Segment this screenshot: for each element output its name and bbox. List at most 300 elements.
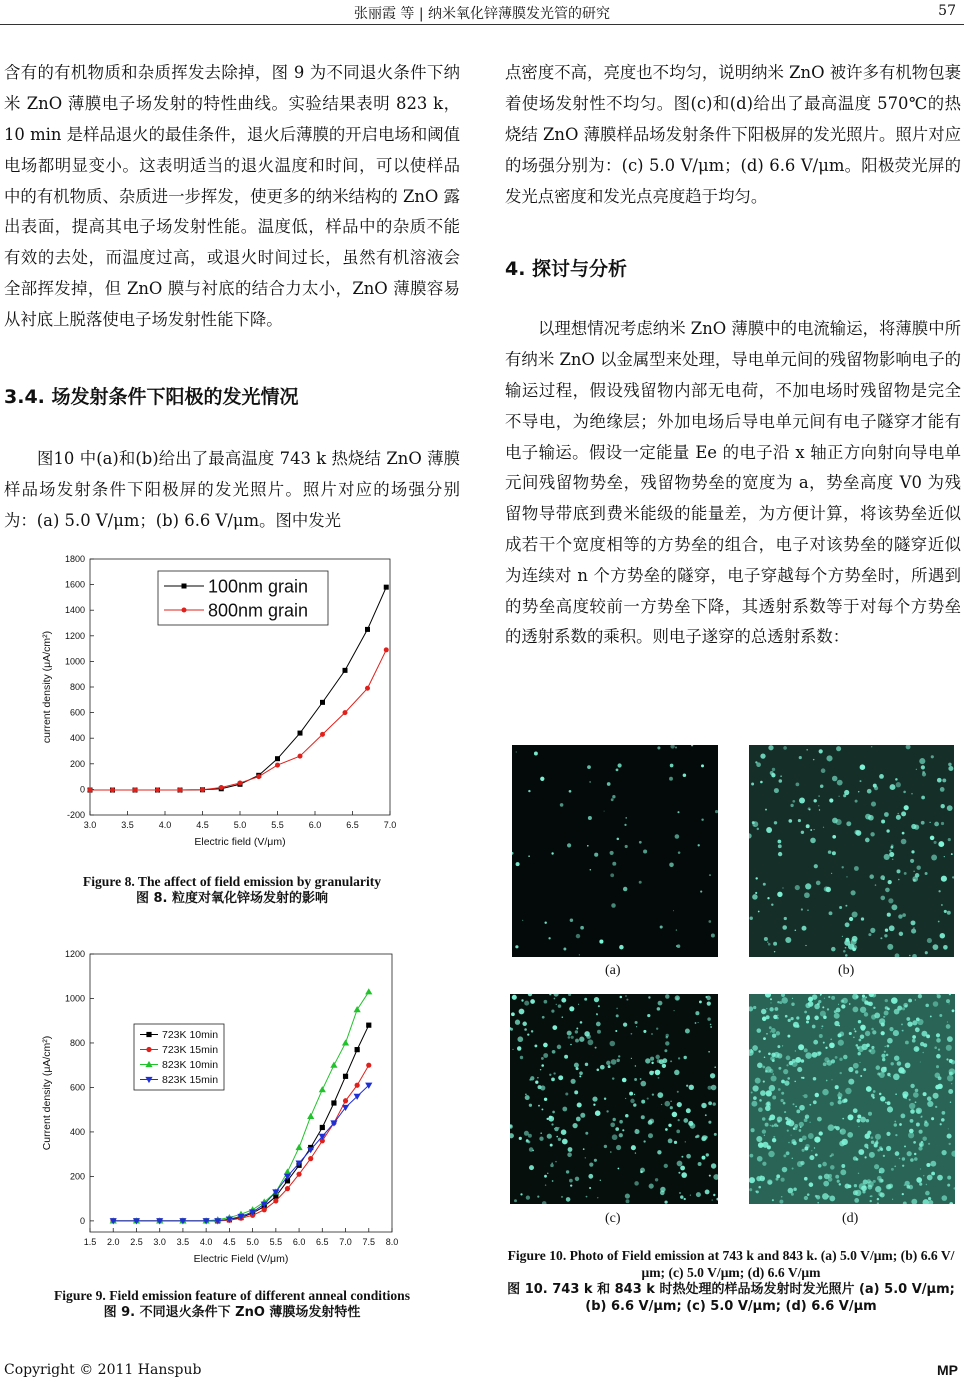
glow-dot xyxy=(714,1066,716,1068)
glow-dot xyxy=(713,1194,715,1196)
glow-dot xyxy=(648,996,650,998)
glow-dot xyxy=(898,879,900,881)
data-point xyxy=(343,668,348,673)
glow-dot xyxy=(753,1085,759,1091)
glow-dot xyxy=(677,1091,679,1093)
glow-dot xyxy=(881,819,885,823)
glow-dot xyxy=(915,999,916,1000)
glow-dot xyxy=(543,1043,548,1048)
glow-dot xyxy=(647,1014,650,1017)
glow-dot xyxy=(938,1076,942,1080)
glow-dot xyxy=(818,1164,822,1168)
glow-dot xyxy=(665,1128,668,1131)
glow-dot xyxy=(617,838,620,841)
glow-dot xyxy=(870,928,875,933)
glow-dot xyxy=(911,920,916,925)
glow-dot xyxy=(879,1171,881,1173)
glow-dot xyxy=(861,1027,865,1031)
glow-dot xyxy=(862,997,866,1001)
glow-dot xyxy=(946,1058,948,1060)
photo-haze xyxy=(510,994,718,1204)
journal-code: MP xyxy=(937,1362,958,1378)
glow-dot xyxy=(876,1065,881,1070)
legend-marker xyxy=(182,584,187,589)
glow-dot xyxy=(791,1002,794,1005)
glow-dot xyxy=(562,1139,568,1145)
glow-dot xyxy=(788,1188,794,1194)
glow-dot xyxy=(941,1150,946,1155)
glow-dot xyxy=(860,1117,866,1123)
glow-dot xyxy=(887,1038,893,1044)
glow-dot xyxy=(889,1027,893,1031)
glow-dot xyxy=(885,888,890,893)
glow-dot xyxy=(893,1030,899,1036)
glow-dot xyxy=(795,929,797,931)
glow-dot xyxy=(780,1099,783,1102)
glow-dot xyxy=(828,1174,832,1178)
glow-dot xyxy=(751,1050,754,1053)
glow-dot xyxy=(778,844,782,848)
glow-dot xyxy=(519,1009,525,1015)
glow-dot xyxy=(681,1172,687,1178)
glow-dot xyxy=(883,1016,885,1018)
glow-dot xyxy=(610,1151,612,1153)
glow-dot xyxy=(883,1155,885,1157)
glow-dot xyxy=(792,998,793,999)
glow-dot xyxy=(556,1004,557,1005)
glow-dot xyxy=(701,764,704,767)
glow-dot xyxy=(822,1006,824,1008)
glow-dot xyxy=(576,1067,579,1070)
glow-dot xyxy=(871,1028,874,1031)
glow-dot xyxy=(539,1137,543,1141)
glow-dot xyxy=(772,1199,774,1201)
glow-dot xyxy=(783,1154,786,1157)
glow-dot xyxy=(903,1094,907,1098)
glow-dot xyxy=(943,945,948,950)
glow-dot xyxy=(526,1195,530,1199)
glow-dot xyxy=(612,1134,618,1140)
glow-dot xyxy=(664,1200,667,1203)
glow-dot xyxy=(584,998,587,1001)
data-point xyxy=(298,754,303,759)
glow-dot xyxy=(861,917,864,920)
glow-dot xyxy=(766,1008,767,1009)
glow-dot xyxy=(885,999,888,1002)
glow-dot xyxy=(683,774,687,778)
glow-dot xyxy=(910,1109,915,1114)
glow-dot xyxy=(766,1033,768,1035)
glow-dot xyxy=(769,1026,772,1029)
glow-dot xyxy=(558,1004,562,1008)
glow-dot xyxy=(606,1061,610,1065)
glow-dot xyxy=(796,1016,799,1019)
glow-dot xyxy=(569,1179,573,1183)
glow-dot xyxy=(917,1019,923,1025)
glow-dot xyxy=(631,1033,633,1035)
glow-dot xyxy=(522,920,523,921)
glow-dot xyxy=(751,1049,752,1050)
glow-dot xyxy=(528,790,530,792)
glow-dot xyxy=(569,790,572,793)
glow-dot xyxy=(852,936,858,942)
glow-dot xyxy=(673,1010,674,1011)
glow-dot xyxy=(772,1033,776,1037)
glow-dot xyxy=(636,1129,637,1130)
glow-dot xyxy=(640,1078,642,1080)
x-tick-label: 5.0 xyxy=(246,1237,259,1247)
glow-dot xyxy=(948,766,953,771)
glow-dot xyxy=(885,1006,888,1009)
glow-dot xyxy=(919,1183,922,1186)
glow-dot xyxy=(867,1002,871,1006)
data-point xyxy=(342,1039,349,1045)
glow-dot xyxy=(814,1136,820,1142)
x-tick-label: 6.0 xyxy=(308,820,322,830)
glow-dot xyxy=(570,1184,572,1186)
glow-dot xyxy=(921,1031,927,1037)
glow-dot xyxy=(845,922,850,927)
glow-dot xyxy=(930,1161,936,1167)
data-point xyxy=(262,1207,267,1212)
glow-dot xyxy=(898,914,902,918)
glow-dot xyxy=(900,1113,905,1118)
glow-dot xyxy=(616,769,619,772)
glow-dot xyxy=(926,1163,930,1167)
glow-dot xyxy=(569,1006,574,1011)
glow-dot xyxy=(655,1055,659,1059)
glow-dot xyxy=(657,1007,661,1011)
glow-dot xyxy=(772,1096,776,1100)
glow-dot xyxy=(923,1175,924,1176)
glow-dot xyxy=(551,1123,553,1125)
glow-dot xyxy=(596,1013,598,1015)
glow-dot xyxy=(662,1064,666,1068)
glow-dot xyxy=(884,854,890,860)
glow-dot xyxy=(829,1195,835,1201)
glow-dot xyxy=(635,1065,636,1066)
glow-dot xyxy=(951,853,953,855)
glow-dot xyxy=(860,764,866,770)
glow-dot xyxy=(700,891,702,893)
glow-dot xyxy=(882,1058,885,1061)
data-point xyxy=(256,774,261,779)
glow-dot xyxy=(813,759,814,760)
glow-dot xyxy=(806,749,808,751)
glow-dot xyxy=(911,793,913,795)
glow-dot xyxy=(651,1033,652,1034)
glow-dot xyxy=(779,779,783,783)
glow-dot xyxy=(656,1028,658,1030)
glow-dot xyxy=(556,1136,558,1138)
glow-dot xyxy=(935,1106,937,1108)
glow-dot xyxy=(578,1004,579,1005)
glow-dot xyxy=(763,1081,765,1083)
glow-dot xyxy=(873,1090,876,1093)
legend-label: 723K 10min xyxy=(162,1029,219,1042)
glow-dot xyxy=(927,1096,932,1101)
glow-dot xyxy=(799,1138,803,1142)
glow-dot xyxy=(901,1023,903,1025)
glow-dot xyxy=(705,1189,710,1194)
glow-dot xyxy=(529,1104,532,1107)
data-point xyxy=(331,1100,336,1105)
glow-dot xyxy=(575,1030,578,1033)
glow-dot xyxy=(931,1117,934,1120)
glow-dot xyxy=(678,851,681,854)
glow-dot xyxy=(902,913,906,917)
glow-dot xyxy=(936,1033,940,1037)
glow-dot xyxy=(661,1104,662,1105)
glow-dot xyxy=(797,1067,802,1072)
glow-dot xyxy=(854,866,859,871)
glow-dot xyxy=(891,904,897,910)
glow-dot xyxy=(858,1149,864,1155)
glow-dot xyxy=(596,1022,601,1027)
glow-dot xyxy=(898,813,899,814)
glow-dot xyxy=(765,809,767,811)
photo-a-image xyxy=(512,745,718,957)
glow-dot xyxy=(936,1054,941,1059)
glow-dot xyxy=(647,1098,649,1100)
glow-dot xyxy=(918,1146,922,1150)
glow-dot xyxy=(904,1145,906,1147)
glow-dot xyxy=(839,1058,842,1061)
glow-dot xyxy=(829,911,833,915)
glow-dot xyxy=(713,1102,716,1105)
glow-dot xyxy=(680,1166,685,1171)
x-tick-label: 6.5 xyxy=(316,1237,329,1247)
glow-dot xyxy=(884,1067,887,1070)
glow-dot xyxy=(909,1185,914,1190)
glow-dot xyxy=(760,1176,766,1182)
glow-dot xyxy=(866,1119,869,1122)
glow-dot xyxy=(920,1168,921,1169)
photo-b xyxy=(749,745,954,957)
glow-dot xyxy=(895,778,898,781)
glow-dot xyxy=(829,1042,835,1048)
glow-dot xyxy=(873,1180,876,1183)
glow-dot xyxy=(611,903,616,908)
data-point xyxy=(110,788,115,793)
data-point xyxy=(133,788,138,793)
glow-dot xyxy=(865,1031,870,1036)
glow-dot xyxy=(895,1093,897,1095)
glow-dot xyxy=(623,887,627,891)
glow-dot xyxy=(778,852,782,856)
x-axis-label: Electric Field (V/μm) xyxy=(193,1253,289,1265)
glow-dot xyxy=(816,1195,820,1199)
glow-dot xyxy=(881,1022,885,1026)
glow-dot xyxy=(660,1190,665,1195)
glow-dot xyxy=(787,1130,789,1132)
glow-dot xyxy=(550,1164,554,1168)
glow-dot xyxy=(800,1161,804,1165)
glow-dot xyxy=(787,1035,790,1038)
glow-dot xyxy=(852,911,858,917)
glow-dot xyxy=(519,1137,522,1140)
glow-dot xyxy=(876,1140,878,1142)
glow-dot xyxy=(670,1106,673,1109)
glow-dot xyxy=(856,1044,859,1047)
glow-dot xyxy=(521,999,523,1001)
glow-dot xyxy=(610,1122,615,1127)
glow-dot xyxy=(948,763,952,767)
glow-dot xyxy=(860,1075,862,1077)
glow-dot xyxy=(580,926,584,930)
glow-dot xyxy=(768,745,773,750)
glow-dot xyxy=(816,881,821,886)
glow-dot xyxy=(766,1090,772,1096)
glow-dot xyxy=(860,1034,864,1038)
glow-dot xyxy=(884,934,887,937)
glow-dot xyxy=(777,1017,779,1019)
glow-dot xyxy=(550,1144,553,1147)
glow-dot xyxy=(802,1135,807,1140)
glow-dot xyxy=(777,892,782,897)
figure-10-caption-en: Figure 10. Photo of Field emission at 743 k and 843 k. (a) 5.0 V/μm; (b) 6.6 V/μm; (c) 5.0 V/μm; (d) 6.6 V/μm xyxy=(507,1248,955,1280)
x-tick-label: 4.5 xyxy=(196,820,209,830)
y-tick-label: 600 xyxy=(69,707,85,718)
glow-dot xyxy=(870,1195,872,1197)
glow-dot xyxy=(571,1036,574,1039)
y-tick-label: 1000 xyxy=(64,656,85,667)
glow-dot xyxy=(688,1121,693,1126)
glow-dot xyxy=(645,1058,650,1063)
glow-dot xyxy=(612,795,615,798)
glow-dot xyxy=(897,869,901,873)
glow-dot xyxy=(863,1068,866,1071)
glow-dot xyxy=(830,1155,832,1157)
x-tick-label: 1.5 xyxy=(83,1237,97,1247)
glow-dot xyxy=(755,892,757,894)
glow-dot xyxy=(757,1156,763,1162)
glow-dot xyxy=(947,805,953,811)
x-tick-label: 5.0 xyxy=(233,820,247,830)
glow-dot xyxy=(760,753,765,758)
glow-dot xyxy=(925,1004,929,1008)
glow-dot xyxy=(799,756,802,759)
glow-dot xyxy=(648,1120,653,1125)
data-point xyxy=(155,788,160,793)
glow-dot xyxy=(910,859,914,863)
glow-dot xyxy=(579,1071,583,1075)
glow-dot xyxy=(909,1103,915,1109)
glow-dot xyxy=(552,1025,557,1030)
glow-dot xyxy=(865,814,871,820)
glow-dot xyxy=(552,1050,556,1054)
glow-dot xyxy=(858,1020,861,1023)
glow-dot xyxy=(772,768,775,771)
glow-dot xyxy=(822,1089,828,1095)
glow-dot xyxy=(664,1164,668,1168)
glow-dot xyxy=(774,788,779,793)
glow-dot xyxy=(709,1175,711,1177)
glow-dot xyxy=(589,1163,593,1167)
glow-dot xyxy=(526,1140,529,1143)
glow-dot xyxy=(520,1056,523,1059)
x-tick-label: 3.0 xyxy=(83,820,97,830)
glow-dot xyxy=(878,1192,882,1196)
glow-dot xyxy=(949,1143,951,1145)
photo-c-label: (c) xyxy=(605,1211,621,1226)
glow-dot xyxy=(757,1063,763,1069)
glow-dot xyxy=(843,1055,847,1059)
glow-dot xyxy=(836,1126,840,1130)
y-tick-label: 200 xyxy=(69,758,85,769)
glow-dot xyxy=(927,1175,933,1181)
glow-dot xyxy=(780,775,782,777)
glow-dot xyxy=(948,1128,949,1129)
glow-dot xyxy=(853,1037,855,1039)
glow-dot xyxy=(941,876,947,882)
glow-dot xyxy=(832,776,838,782)
glow-dot xyxy=(805,1144,810,1149)
glow-dot xyxy=(793,1123,794,1124)
glow-dot xyxy=(796,783,800,787)
glow-dot xyxy=(911,1024,913,1026)
figure-8-caption-cn: 图 8. 粒度对氧化锌场发射的影响 xyxy=(135,891,329,906)
glow-dot xyxy=(888,880,892,884)
glow-dot xyxy=(871,1094,875,1098)
glow-dot xyxy=(874,1164,879,1169)
data-point xyxy=(384,585,389,590)
glow-dot xyxy=(530,999,535,1004)
glow-dot xyxy=(561,998,566,1003)
glow-dot xyxy=(702,1135,708,1141)
glow-dot xyxy=(696,1135,699,1138)
glow-dot xyxy=(552,1111,555,1114)
glow-dot xyxy=(941,904,943,906)
glow-dot xyxy=(815,1154,818,1157)
glow-dot xyxy=(708,1051,710,1053)
glow-dot xyxy=(761,1009,766,1014)
glow-dot xyxy=(821,1025,823,1027)
glow-dot xyxy=(618,763,622,767)
glow-dot xyxy=(579,1075,581,1077)
data-point xyxy=(330,1062,337,1068)
glow-dot xyxy=(951,1060,955,1065)
glow-dot xyxy=(758,1107,763,1112)
glow-dot xyxy=(937,1175,943,1181)
glow-dot xyxy=(553,1072,555,1074)
glow-dot xyxy=(792,1168,794,1170)
glow-dot xyxy=(885,1102,887,1104)
glow-dot xyxy=(824,1057,829,1062)
glow-dot xyxy=(767,897,769,899)
glow-dot xyxy=(528,855,530,857)
glow-dot xyxy=(757,828,759,830)
glow-dot xyxy=(604,811,605,812)
figure-9-caption xyxy=(4,1287,460,1321)
glow-dot xyxy=(583,1148,585,1150)
glow-dot xyxy=(751,783,754,786)
data-point xyxy=(355,1083,360,1088)
glow-dot xyxy=(925,951,928,954)
glow-dot xyxy=(677,1161,683,1167)
glow-dot xyxy=(535,1081,538,1084)
glow-dot xyxy=(576,1117,581,1122)
glow-dot xyxy=(755,1191,757,1193)
glow-dot xyxy=(690,1195,691,1196)
glow-dot xyxy=(814,864,818,868)
glow-dot xyxy=(865,1002,867,1004)
figure-8-caption-en: Figure 8. The affect of field emission by granularity xyxy=(82,874,382,889)
glow-dot xyxy=(838,1025,840,1027)
glow-dot xyxy=(805,1116,807,1118)
glow-dot xyxy=(913,871,914,872)
glow-dot xyxy=(933,1001,939,1007)
